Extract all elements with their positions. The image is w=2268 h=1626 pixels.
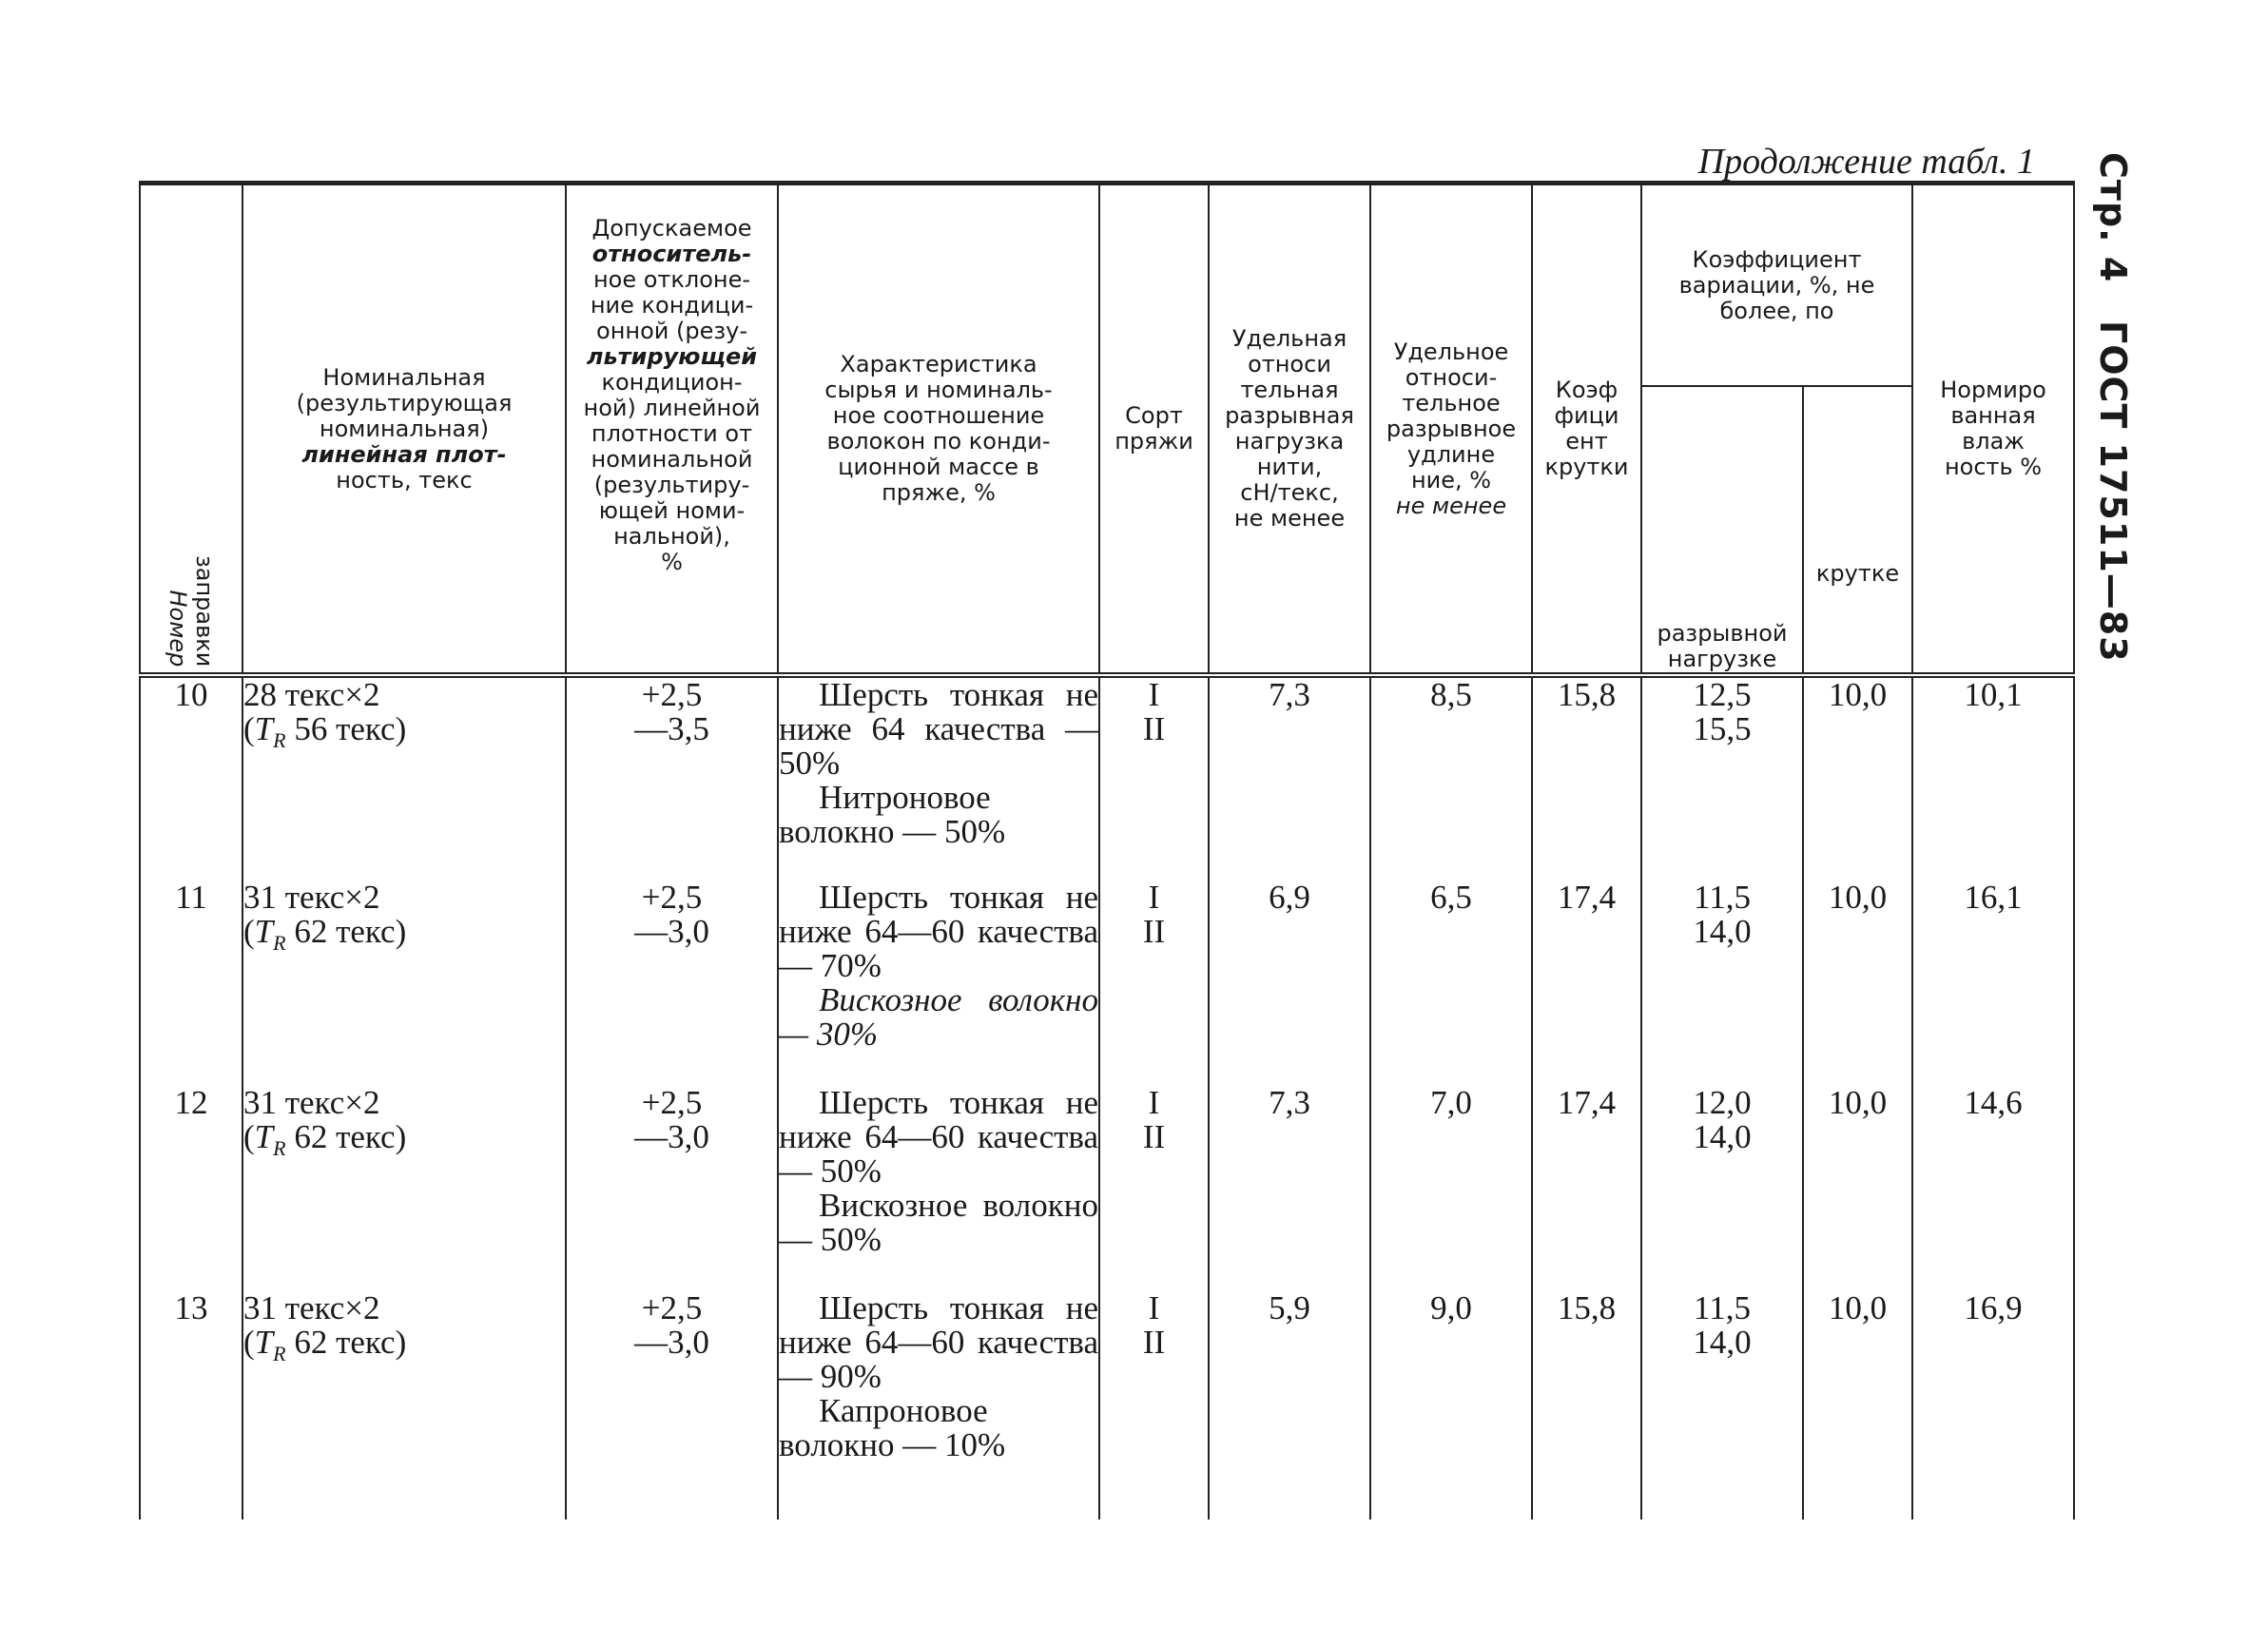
variation-twist: 10,0: [1803, 675, 1912, 881]
table-row: [140, 881, 2074, 1086]
yarn-grade: I II: [1099, 675, 1209, 881]
variation-load: 11,5 14,0: [1641, 881, 1803, 1086]
twist-coefficient: 15,8: [1532, 1291, 1641, 1520]
moisture: 16,9: [1912, 1291, 2074, 1520]
fiber-characteristic: Шерсть тонкая не ниже 64—60 качества — 50% Вискозное волокно — 50%: [778, 1086, 1099, 1291]
row-number: 11: [140, 881, 242, 1086]
twist-coefficient: 17,4: [1532, 1086, 1641, 1291]
spec-table: [139, 181, 2075, 1520]
elongation: 8,5: [1370, 675, 1532, 881]
yarn-grade: I II: [1099, 881, 1209, 1086]
standard-code: ГОСТ 17511—83: [2092, 320, 2134, 664]
row-number: 12: [140, 1086, 242, 1291]
variation-twist: 10,0: [1803, 1291, 1912, 1520]
header-moisture: Нормиро ванная влаж ность %: [1912, 184, 2074, 676]
fiber-characteristic: Шерсть тонкая не ниже 64 качества — 50% Нитроновое волокно — 50%: [778, 675, 1099, 881]
running-header: [2092, 152, 2134, 663]
deviation: +2,5 —3,0: [566, 1086, 778, 1291]
page-number: Стр. 4: [2092, 152, 2134, 283]
header-variation-load: разрывной нагрузке: [1641, 386, 1803, 675]
variation-load: 11,5 14,0: [1641, 1291, 1803, 1520]
variation-twist: 10,0: [1803, 1086, 1912, 1291]
header-grade: Сорт пряжи: [1099, 184, 1209, 676]
header-load: Удельная относи тельная разрывная нагрузка нити, сН/текс, не менее: [1209, 184, 1370, 676]
breaking-load: 7,3: [1209, 1086, 1370, 1291]
header-variation: Коэффициент вариации, %, не более, по: [1641, 184, 1912, 387]
linear-density: 31 текс×2 ($T_R$ 62 текс): [242, 1086, 566, 1291]
yarn-grade: I II: [1099, 1086, 1209, 1291]
header-characteristic: Характеристика сырья и номиналь- ное соотношение волокон по конди- ционной массе в пряже, %: [778, 184, 1099, 676]
deviation: +2,5 —3,5: [566, 675, 778, 881]
header-variation-twist: крутке: [1803, 386, 1912, 675]
header-elongation: Удельное относи- тельное разрывное удлине ние, % не менее: [1370, 184, 1532, 676]
header-deviation: Допускаемое относитель- ное отклоне- ние кондици- онной (резу- льтирующей кондицион- ной) линейной плотности от номинальной (результиру- ющей номи- нальной), %: [566, 184, 778, 676]
header-twist-coefficient: Коэф фици ент крутки: [1532, 184, 1641, 676]
row-number: 13: [140, 1291, 242, 1520]
elongation: 7,0: [1370, 1086, 1532, 1291]
table-row: [140, 1086, 2074, 1291]
moisture: 14,6: [1912, 1086, 2074, 1291]
fiber-characteristic: Шерсть тонкая не ниже 64—60 качества — 90% Капроновое волокно — 10%: [778, 1291, 1099, 1520]
variation-load: 12,0 14,0: [1641, 1086, 1803, 1291]
linear-density: 31 текс×2 ($T_R$ 62 текс): [242, 881, 566, 1086]
header-number: Номер заправки: [140, 184, 242, 676]
linear-density: 28 текс×2 ($T_R$ 56 текс): [242, 675, 566, 881]
breaking-load: 5,9: [1209, 1291, 1370, 1520]
deviation: +2,5 —3,0: [566, 881, 778, 1086]
row-number: 10: [140, 675, 242, 881]
variation-load: 12,5 15,5: [1641, 675, 1803, 881]
elongation: 9,0: [1370, 1291, 1532, 1520]
moisture: 10,1: [1912, 675, 2074, 881]
moisture: 16,1: [1912, 881, 2074, 1086]
breaking-load: 7,3: [1209, 675, 1370, 881]
elongation: 6,5: [1370, 881, 1532, 1086]
continuation-title: Продолжение табл. 1: [1697, 142, 2035, 182]
twist-coefficient: 15,8: [1532, 675, 1641, 881]
yarn-grade: I II: [1099, 1291, 1209, 1520]
variation-twist: 10,0: [1803, 881, 1912, 1086]
table-row: [140, 675, 2074, 881]
twist-coefficient: 17,4: [1532, 881, 1641, 1086]
table-row: [140, 1291, 2074, 1520]
header-density: Номинальная (результирующая номинальная) линейная плот- ность, текс: [242, 184, 566, 676]
fiber-characteristic: Шерсть тонкая не ниже 64—60 качества — 70% Вискозное волокно — 30%: [778, 881, 1099, 1086]
linear-density: 31 текс×2 ($T_R$ 62 текс): [242, 1291, 566, 1520]
breaking-load: 6,9: [1209, 881, 1370, 1086]
deviation: +2,5 —3,0: [566, 1291, 778, 1520]
